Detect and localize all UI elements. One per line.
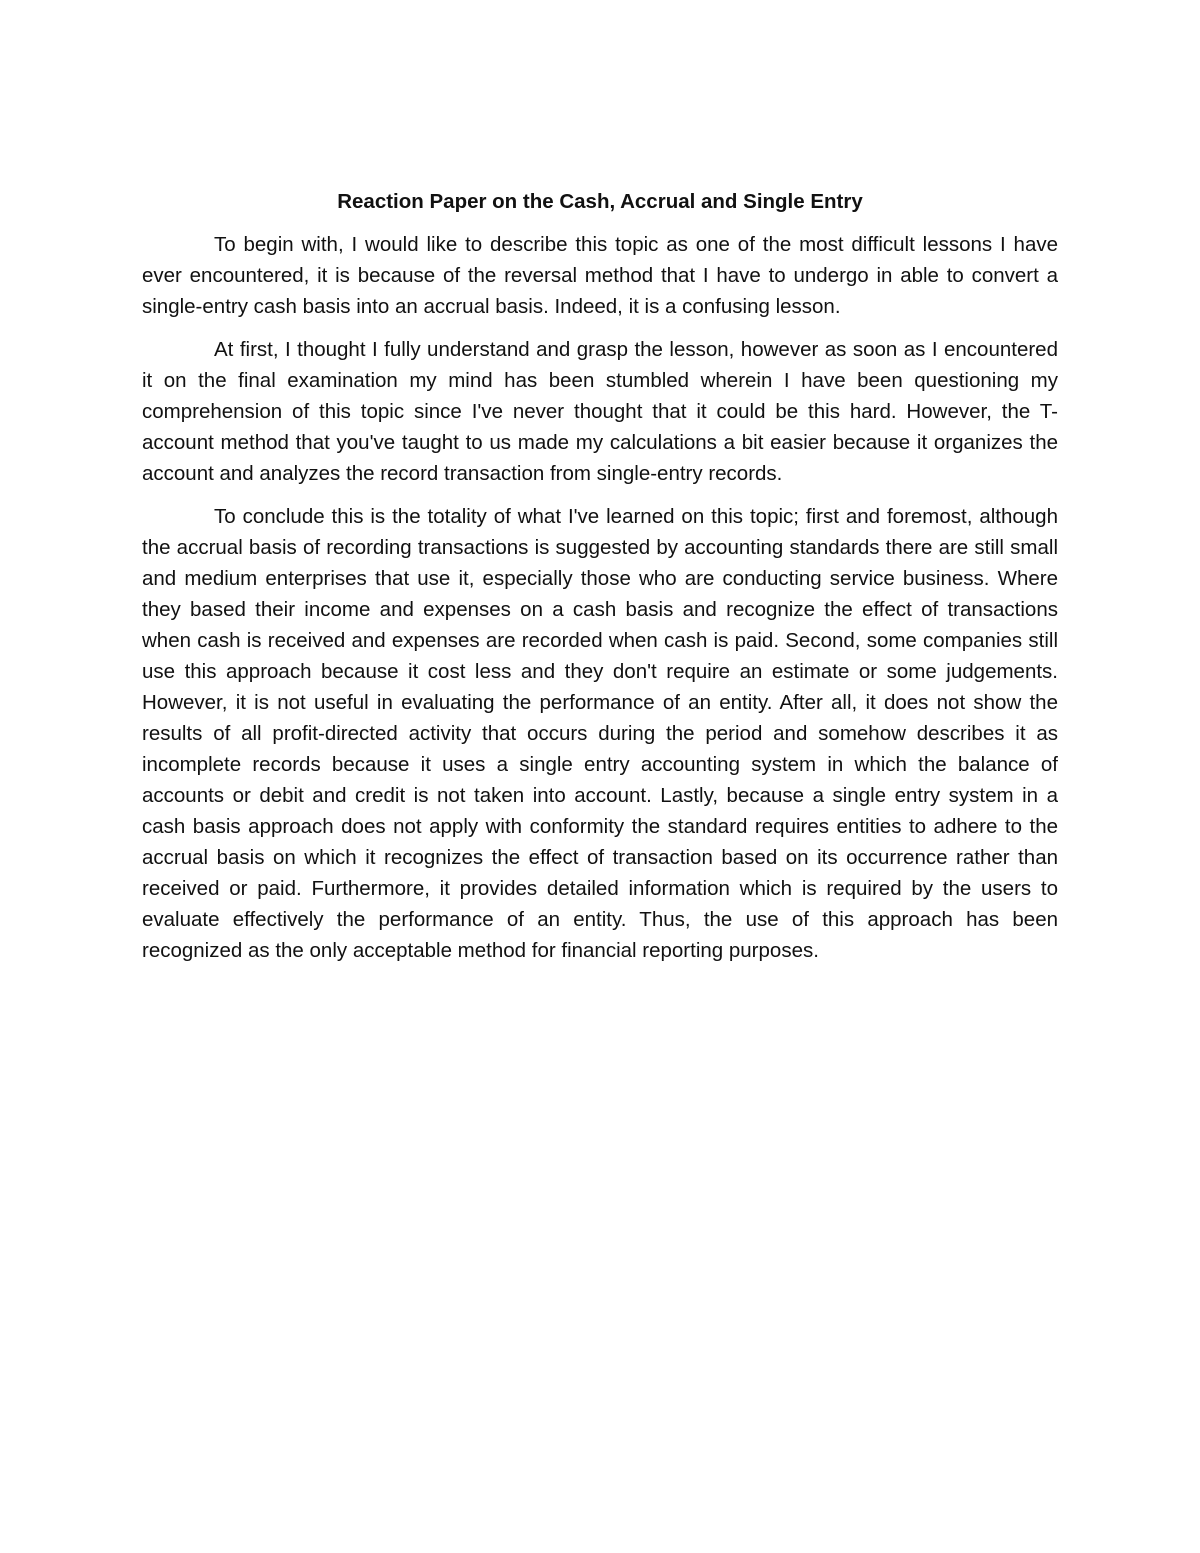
document-body <box>142 186 1058 978</box>
paragraph-introduction: To begin with, I would like to describe this topic as one of the most difficult lessons I have ever encountered, it is because of the reversal method that I have to undergo in able to convert a single-entry cash basis into an accrual basis. Indeed, it is a confusing lesson. <box>142 233 1058 318</box>
paragraph-experience: At first, I thought I fully understand and grasp the lesson, however as soon as I encountered it on the final examination my mind has been stumbled wherein I have been questioning my comprehension of this topic since I've never thought that it could be this hard. However, the T-account method that you've taught to us made my calculations a bit easier because it organizes the account and analyzes the record transaction from single-entry records. <box>142 338 1058 485</box>
paragraph-conclusion: To conclude this is the totality of what I've learned on this topic; first and foremost, although the accrual basis of recording transactions is suggested by accounting standards there are still small and medium enterprises that use it, especially those who are conducting service business. Where they based their income and expenses on a cash basis and recognize the effect of transactions when cash is received and expenses are recorded when cash is paid. Second, some companies still use this approach because it cost less and they don't require an estimate or some judgements. However, it is not useful in evaluating the performance of an entity. After all, it does not show the results of all profit-directed activity that occurs during the period and somehow describes it as incomplete records because it uses a single entry accounting system in which the balance of accounts or debit and credit is not taken into account. Lastly, because a single entry system in a cash basis approach does not apply with conformity the standard requires entities to adhere to the accrual basis on which it recognizes the effect of transaction based on its occurrence rather than received or paid. Furthermore, it provides detailed information which is required by the users to evaluate effectively the performance of an entity. Thus, the use of this approach has been recognized as the only acceptable method for financial reporting purposes. <box>142 505 1058 962</box>
document-title: Reaction Paper on the Cash, Accrual and Single Entry <box>337 190 863 213</box>
